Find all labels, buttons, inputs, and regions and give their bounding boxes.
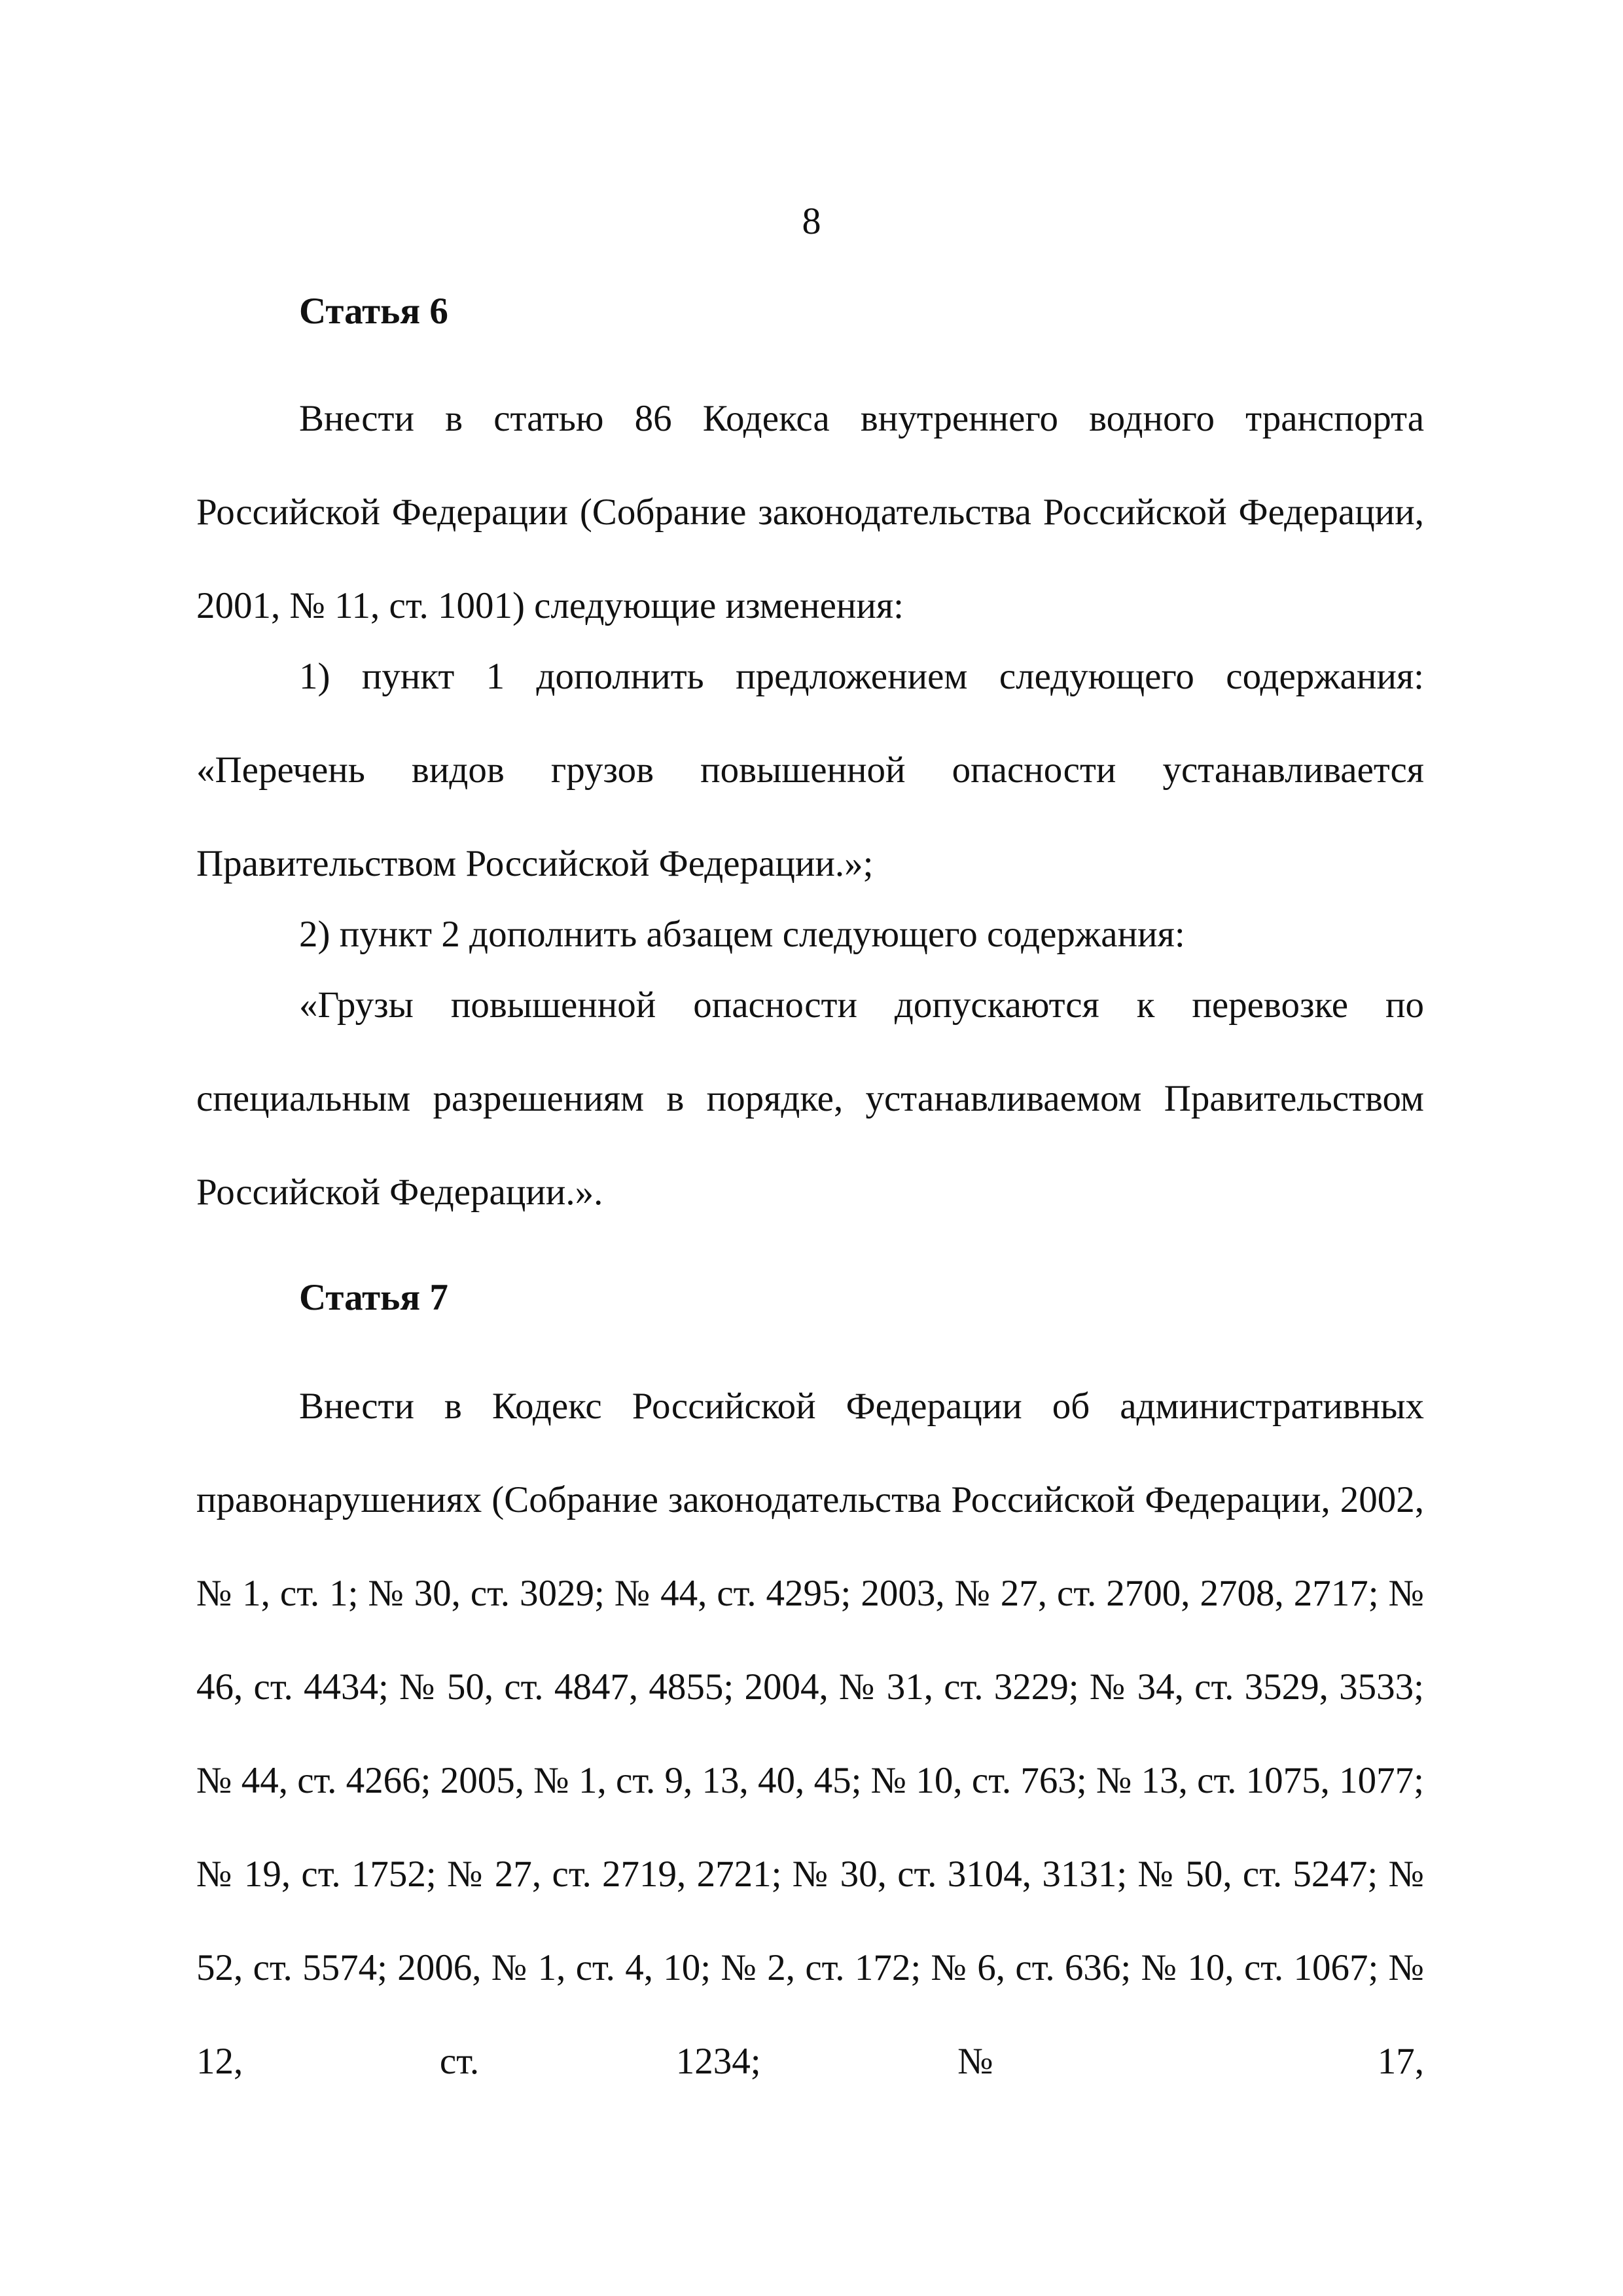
article-6-item-2-text: «Грузы повышенной опасности допускаются к перевозке по специальным разрешениям в порядке, устанавливаемом Правительством Российской Федерации.». <box>196 984 1424 1213</box>
article-6-intro: Внести в статью 86 Кодекса внутреннего водного транспорта Российской Федерации (Собрание законодательства Российской Федерации, 2001, № 11, ст. 1001) следующие изменения: <box>196 398 1424 626</box>
article-7-intro: Внести в Кодекс Российской Федерации об административных правонарушениях (Собрание законодательства Российской Федерации, 2002, № 1, ст. 1; № 30, ст. 3029; № 44, ст. 4295; 2003, № 27, ст. 2700, 2708, 2717; № 46, ст. 4434; № 50, ст. 4847, 4855; 2004, № 31, ст. 3229; № 34, ст. 3529, 3533; № 44, ст. 4266; 2005, № 1, ст. 9, 13, 40, 45; № 10, ст. 763; № 13, ст. 1075, 1077; № 19, ст. 1752; № 27, ст. 2719, 2721; № 30, ст. 3104, 3131; № 50, ст. 5247; № 52, ст. 5574; 2006, № 1, ст. 4, 10; № 2, ст. 172; № 6, ст. 636; № 10, ст. 1067; № 12, ст. 1234; № 17, <box>196 1386 1424 2082</box>
article-7-heading: Статья 7 <box>299 1277 448 1318</box>
article-6-heading: Статья 6 <box>299 291 448 332</box>
page-number: 8 <box>802 200 821 242</box>
article-6-item-2: 2) пункт 2 дополнить абзацем следующего содержания: <box>299 914 1185 955</box>
article-6-item-1: 1) пункт 1 дополнить предложением следующего содержания: «Перечень видов грузов повышенной опасности устанавливается Правительством Российской Федерации.»; <box>196 656 1424 884</box>
page-content <box>196 287 1424 2108</box>
